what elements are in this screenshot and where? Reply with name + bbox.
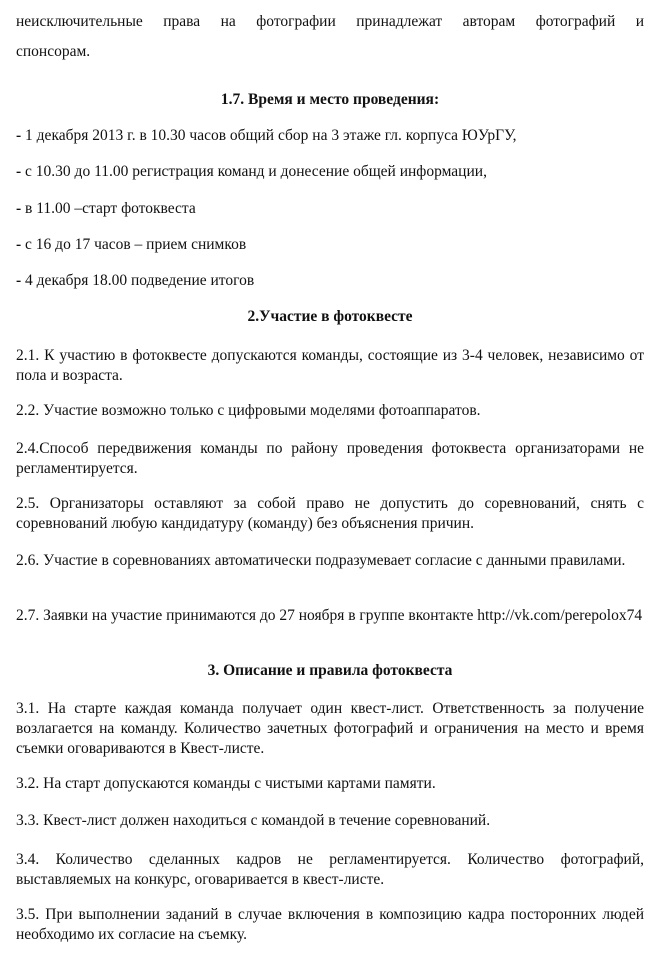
section-1-7-title: 1.7. Время и место проведения: [220, 91, 440, 108]
rule-2-7: 2.7. Заявки на участие принимаются до 27 ноября в группе вконтакте http://vk.com/perepolox74 [16, 607, 643, 624]
schedule-item-text: в 11.00 –старт фотоквеста [25, 200, 196, 217]
schedule-item-text: 1 декабря 2013 г. в 10.30 часов общий сбор на 3 этаже гл. корпуса ЮУрГУ, [25, 127, 517, 144]
schedule-item [16, 162, 487, 182]
rule-3-4: 3.4. Количество сделанных кадров не регламентируется. Количество фотографий, выставляемых на конкурс, оговаривается в квест-листе. [16, 851, 644, 888]
rule-2-5: 2.5. Организаторы оставляют за собой право не допустить до соревнований, снять с соревнований любую кандидатуру (команду) без объяснения причин. [16, 495, 644, 532]
schedule-item-text: с 10.30 до 11.00 регистрация команд и донесение общей информации, [25, 163, 487, 180]
rule-3-2: 3.2. На старт допускаются команды с чистыми картами памяти. [16, 775, 436, 792]
section-3-title: 3. Описание и правила фотоквеста [207, 662, 453, 679]
rule-2-1: 2.1. К участию в фотоквесте допускаются команды, состоящие из 3-4 человек, независимо от пола и возраста. [16, 347, 644, 384]
bullet-dash: - [16, 127, 22, 144]
schedule-item-text: 4 декабря 18.00 подведение итогов [25, 272, 255, 289]
bullet-dash: - [16, 163, 22, 180]
rule-2-6: 2.6. Участие в соревнованиях автоматически подразумевает согласие с данными правилами. [16, 552, 626, 569]
schedule-item [16, 199, 196, 219]
rule-2-4: 2.4.Способ передвижения команды по району проведения фотоквеста организаторами не регламентируется. [16, 440, 644, 477]
rule-3-5: 3.5. При выполнении заданий в случае включения в композицию кадра посторонних людей необходимо их согласие на съемку. [16, 906, 644, 943]
bullet-dash: - [16, 236, 22, 253]
intro-line-1: неисключительные права на фотографии принадлежат авторам фотографий и [16, 13, 644, 30]
bullet-dash: - [16, 200, 22, 217]
schedule-item [16, 271, 254, 291]
schedule-item [16, 126, 516, 146]
schedule-item [16, 235, 246, 255]
rule-3-3: 3.3. Квест-лист должен находиться с командой в течение соревнований. [16, 812, 491, 829]
schedule-item-text: с 16 до 17 часов – прием снимков [25, 236, 247, 253]
section-2-title: 2.Участие в фотоквесте [247, 308, 413, 325]
rule-3-1: 3.1. На старте каждая команда получает один квест-лист. Ответственность за получение возлагается на команду. Количество зачетных фотографий и ограничения на место и время съемки оговариваются в Квест-листе. [16, 700, 644, 757]
rule-2-2: 2.2. Участие возможно только с цифровыми моделями фотоаппаратов. [16, 402, 481, 419]
intro-line-2: спонсорам. [16, 43, 91, 60]
bullet-dash: - [16, 272, 22, 289]
